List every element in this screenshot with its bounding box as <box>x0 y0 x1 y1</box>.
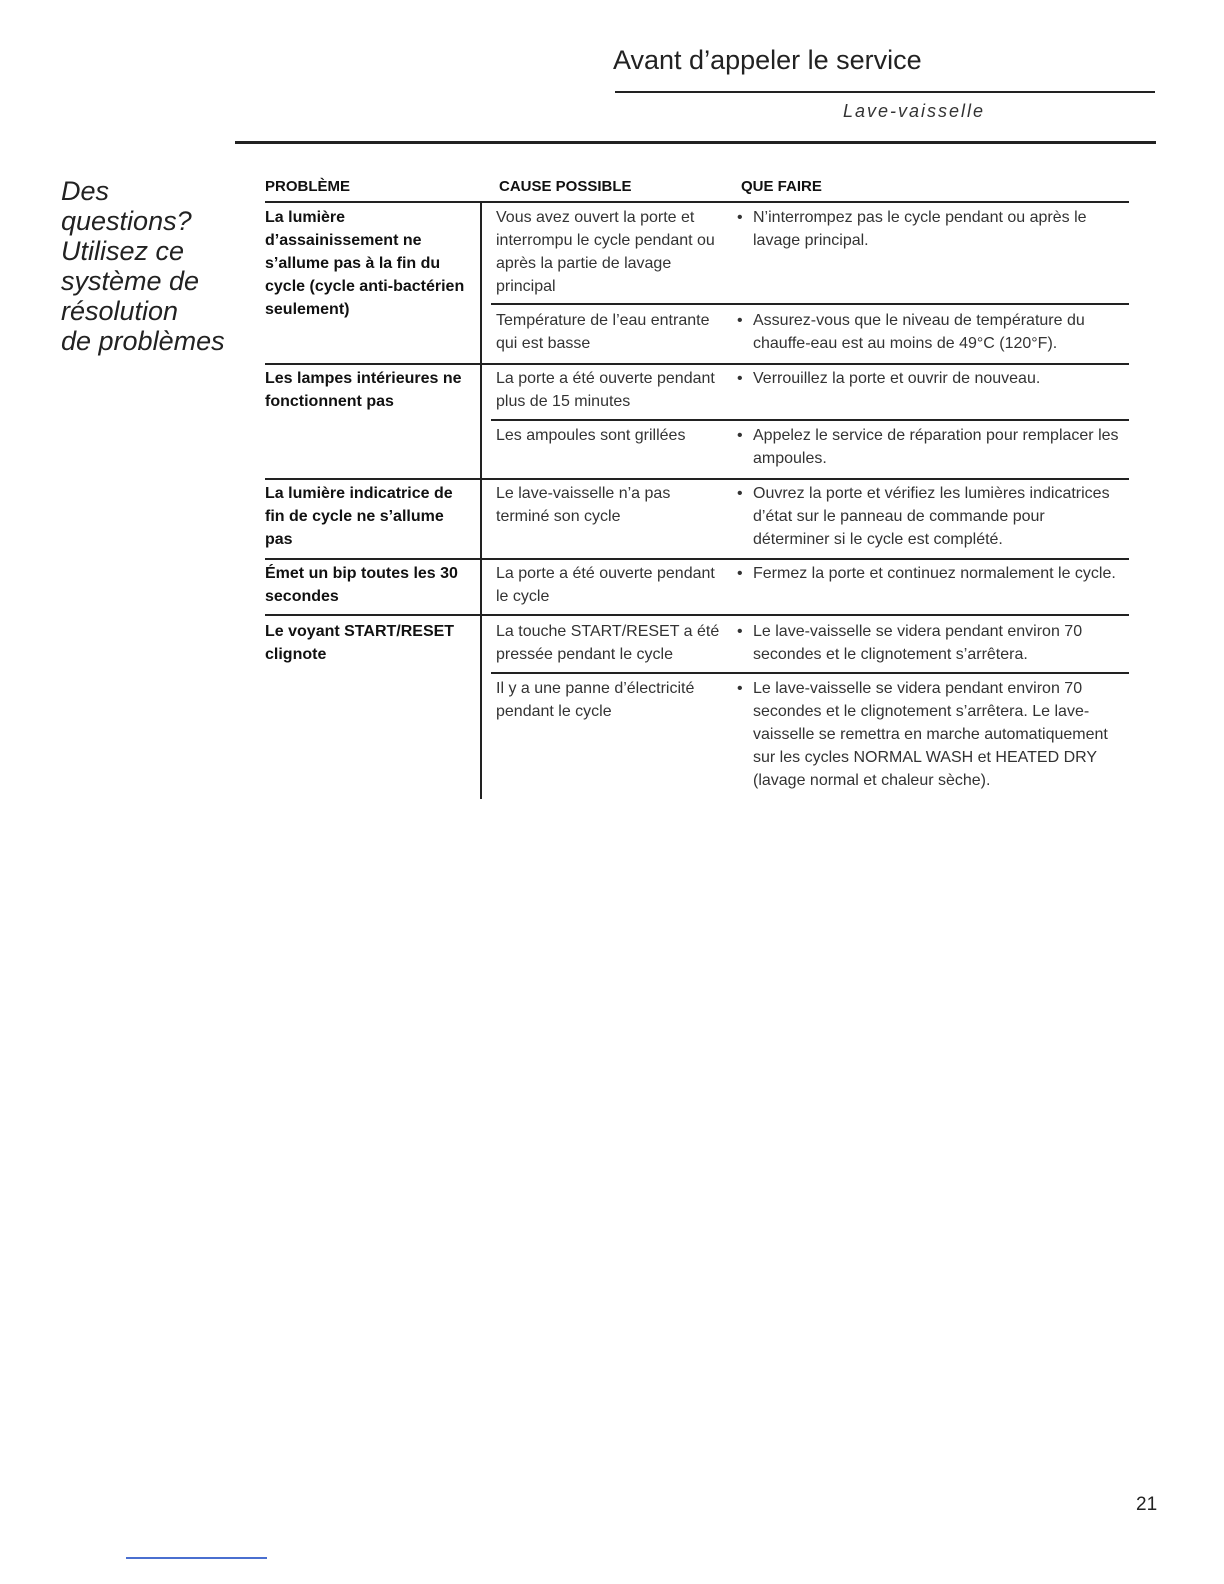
sidebar-heading-line: résolution <box>61 296 179 326</box>
fix-text: Fermez la porte et continuez normalement le cycle. <box>753 565 1116 582</box>
cause-cell: Vous avez ouvert la porte et interrompu le cycle pendant ou après la partie de lavage principal <box>496 209 715 295</box>
fix-text: Ouvrez la porte et vérifiez les lumières indicatrices d’état sur le panneau de commande pour déterminer si le cycle est complété. <box>753 485 1110 548</box>
row-divider <box>265 558 1129 560</box>
page-subtitle: Lave-vaisselle <box>843 101 986 121</box>
header-row-divider <box>265 201 1129 203</box>
row-divider <box>491 672 1129 674</box>
fix-text: N’interrompez pas le cycle pendant ou après le lavage principal. <box>753 209 1087 249</box>
sidebar-heading-line: Des <box>61 176 110 206</box>
problem-cell: La lumière d’assainissement ne s’allume pas à la fin du cycle (cycle anti-bactérien seulement) <box>265 209 465 318</box>
bullet-icon: • <box>737 209 743 226</box>
problem-cell: La lumière indicatrice de fin de cycle ne s’allume pas <box>265 485 453 548</box>
problem-cell: Les lampes intérieures ne fonctionnent pas <box>265 370 462 410</box>
sidebar-heading-line: système de <box>61 266 200 296</box>
sidebar-heading-line: questions? <box>61 206 192 236</box>
fix-text: Le lave-vaisselle se videra pendant environ 70 secondes et le clignotement s’arrêtera. Le lave-vaisselle se remettra en marche automatiquement sur les cycles NORMAL WASH et HEATED DRY (lavage normal et chaleur sèche). <box>753 680 1108 789</box>
fix-cell <box>737 620 1122 666</box>
sidebar-heading-line: Utilisez ce <box>61 236 185 266</box>
header-divider <box>615 91 1155 93</box>
fix-cell <box>737 206 1122 252</box>
bullet-icon: • <box>737 623 743 640</box>
fix-cell <box>737 562 1122 585</box>
bullet-icon: • <box>737 312 743 329</box>
row-divider <box>491 419 1129 421</box>
problem-cell: Émet un bip toutes les 30 secondes <box>265 565 458 605</box>
cause-cell: Il y a une panne d’électricité pendant le cycle <box>496 680 695 720</box>
row-divider <box>491 303 1129 305</box>
fix-cell <box>737 482 1122 551</box>
bullet-icon: • <box>737 680 743 697</box>
cause-cell: Le lave-vaisselle n’a pas terminé son cycle <box>496 485 671 525</box>
bullet-icon: • <box>737 370 743 387</box>
cause-cell: La porte a été ouverte pendant plus de 15 minutes <box>496 370 715 410</box>
sidebar-heading <box>61 176 241 356</box>
problem-cell: Le voyant START/RESET clignote <box>265 623 455 663</box>
cause-cell: La touche START/RESET a été pressée pendant le cycle <box>496 623 720 663</box>
row-divider <box>265 478 1129 480</box>
fix-text: Le lave-vaisselle se videra pendant environ 70 secondes et le clignotement s’arrêtera. <box>753 623 1083 663</box>
fix-text: Assurez-vous que le niveau de température du chauffe-eau est au moins de 49°C (120°F). <box>753 312 1085 352</box>
page-title: Avant d’appeler le service <box>613 45 922 75</box>
bullet-icon: • <box>737 485 743 502</box>
page-number: 21 <box>1136 1494 1158 1515</box>
fix-text: Verrouillez la porte et ouvrir de nouveau. <box>753 370 1041 387</box>
cause-cell: Température de l’eau entrante qui est basse <box>496 312 710 352</box>
cause-cell: La porte a été ouverte pendant le cycle <box>496 565 715 605</box>
row-divider <box>265 614 1129 616</box>
row-divider <box>265 363 1129 365</box>
column-header-problem: PROBLÈME <box>265 178 351 195</box>
fix-cell <box>737 367 1122 390</box>
sidebar-heading-line: de problèmes <box>61 326 225 356</box>
column-header-cause: CAUSE POSSIBLE <box>499 178 632 195</box>
footer-link-underline[interactable] <box>126 1557 267 1559</box>
header-divider-long <box>235 141 1156 144</box>
cause-cell: Les ampoules sont grillées <box>496 427 686 444</box>
column-divider <box>480 203 482 799</box>
fix-cell <box>737 677 1122 792</box>
bullet-icon: • <box>737 427 743 444</box>
column-header-fix: QUE FAIRE <box>741 178 822 195</box>
fix-cell <box>737 424 1122 470</box>
fix-cell <box>737 309 1122 355</box>
fix-text: Appelez le service de réparation pour remplacer les ampoules. <box>753 427 1119 467</box>
bullet-icon: • <box>737 565 743 582</box>
